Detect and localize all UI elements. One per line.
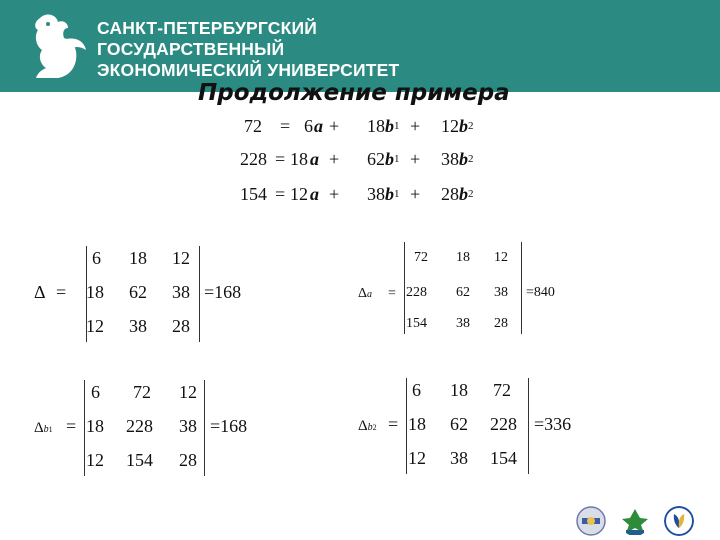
var-b: b	[385, 116, 394, 136]
matrix-cell: 228	[490, 414, 517, 434]
eq-sign: =	[275, 184, 286, 204]
equals-sign: =	[66, 416, 77, 436]
var-subscript: 2	[468, 188, 474, 200]
plus-sign: +	[410, 184, 421, 204]
matrix-cell: 28	[494, 316, 508, 331]
matrix-cell: 28	[179, 450, 197, 470]
eq-coef-b1: 38	[367, 184, 385, 204]
var-b: b	[459, 184, 468, 204]
matrix-cell: 6	[412, 380, 421, 400]
matrix-cell: 154	[490, 448, 517, 468]
matrix-cell: 12	[494, 250, 508, 265]
det-result: =336	[534, 414, 572, 434]
eq-sign: =	[275, 149, 286, 169]
matrix-cell: 18	[86, 416, 104, 436]
matrix-cell: 154	[126, 450, 153, 470]
det-bar-left	[404, 242, 405, 334]
delta-b1-symbol: Δb1	[34, 420, 53, 436]
eq-coef-b2: 12	[441, 116, 459, 136]
delta-b2-symbol: Δb2	[358, 418, 377, 434]
det-bar-right	[528, 378, 529, 474]
eq-sign: =	[280, 116, 291, 136]
equals-sign: =	[388, 414, 399, 434]
matrix-cell: 38	[129, 316, 147, 336]
eq-lhs: 228	[240, 149, 267, 169]
plus-sign: +	[329, 184, 340, 204]
eq-coef-a: 12	[290, 184, 308, 204]
header-banner	[0, 0, 720, 92]
delta-symbol: Δ	[34, 282, 46, 302]
eq-coef-b2: 38	[441, 149, 459, 169]
matrix-cell: 18	[456, 250, 470, 265]
plus-sign: +	[329, 116, 340, 136]
var-b: b	[385, 149, 394, 169]
matrix-cell: 18	[129, 248, 147, 268]
eq-lhs: 154	[240, 184, 267, 204]
var-subscript: 1	[394, 120, 400, 132]
eq-coef-b2: 28	[441, 184, 459, 204]
var-a: a	[310, 184, 319, 204]
matrix-cell: 12	[179, 382, 197, 402]
eq-lhs: 72	[244, 116, 262, 136]
matrix-cell: 18	[408, 414, 426, 434]
eq-coef-b1: 62	[367, 149, 385, 169]
matrix-cell: 38	[456, 316, 470, 331]
matrix-cell: 72	[493, 380, 511, 400]
emblem-1-icon	[576, 506, 606, 536]
eq-coef-a: 6	[304, 116, 313, 136]
matrix-cell: 62	[456, 285, 470, 300]
matrix-cell: 6	[92, 248, 101, 268]
matrix-cell: 154	[406, 316, 427, 331]
emblem-3-icon	[664, 506, 694, 536]
matrix-cell: 38	[172, 282, 190, 302]
matrix-cell: 38	[179, 416, 197, 436]
matrix-cell: 72	[133, 382, 151, 402]
var-subscript: 1	[394, 188, 400, 200]
university-line-1: САНКТ-ПЕТЕРБУРГСКИЙ	[97, 18, 318, 38]
matrix-cell: 12	[172, 248, 190, 268]
matrix-cell: 72	[414, 250, 428, 265]
matrix-cell: 38	[494, 285, 508, 300]
var-b: b	[385, 184, 394, 204]
matrix-cell: 228	[126, 416, 153, 436]
eq-coef-a: 18	[290, 149, 308, 169]
matrix-cell: 18	[450, 380, 468, 400]
det-bar-left	[406, 378, 407, 474]
var-a: a	[314, 116, 323, 136]
matrix-cell: 28	[172, 316, 190, 336]
det-bar-right	[204, 380, 205, 476]
matrix-cell: 62	[450, 414, 468, 434]
university-line-3: ЭКОНОМИЧЕСКИЙ УНИВЕРСИТЕТ	[97, 60, 400, 80]
plus-sign: +	[329, 149, 340, 169]
var-b: b	[459, 149, 468, 169]
matrix-cell: 62	[129, 282, 147, 302]
university-name	[97, 18, 399, 81]
matrix-cell: 12	[86, 450, 104, 470]
var-a: a	[310, 149, 319, 169]
matrix-cell: 228	[406, 285, 427, 300]
matrix-cell: 38	[450, 448, 468, 468]
det-bar-left	[84, 380, 85, 476]
det-result: =168	[204, 282, 242, 302]
matrix-cell: 6	[91, 382, 100, 402]
slide-title: Продолжение примера	[198, 80, 510, 106]
matrix-cell: 12	[86, 316, 104, 336]
emblem-2-icon	[620, 506, 650, 536]
equals-sign: =	[56, 282, 67, 302]
det-result: =168	[210, 416, 248, 436]
equals-sign: =	[388, 286, 396, 301]
matrix-cell: 18	[86, 282, 104, 302]
delta-a-symbol: Δa	[358, 286, 373, 301]
plus-sign: +	[410, 149, 421, 169]
det-result: =840	[526, 285, 555, 300]
var-subscript: 1	[394, 153, 400, 165]
det-bar-right	[521, 242, 522, 334]
var-b: b	[459, 116, 468, 136]
det-bar-right	[199, 246, 200, 342]
matrix-cell: 12	[408, 448, 426, 468]
var-subscript: 2	[468, 153, 474, 165]
footer-emblems	[576, 502, 706, 536]
eq-coef-b1: 18	[367, 116, 385, 136]
var-subscript: 2	[468, 120, 474, 132]
griffin-logo-icon	[22, 10, 90, 82]
university-line-2: ГОСУДАРСТВЕННЫЙ	[97, 39, 285, 59]
plus-sign: +	[410, 116, 421, 136]
